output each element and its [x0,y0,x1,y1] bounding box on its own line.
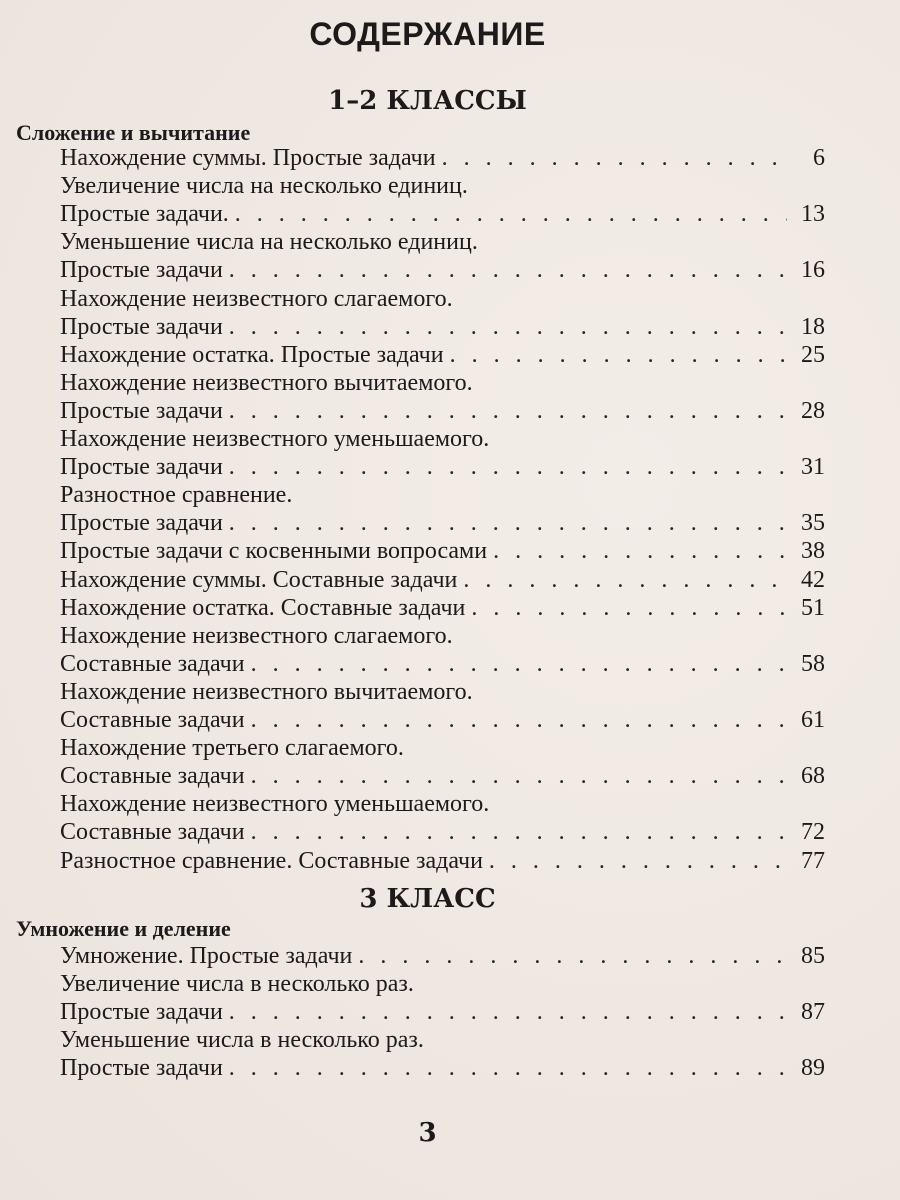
toc-entry-title: Простые задачи [60,510,223,537]
dot-leader [229,1054,787,1082]
toc-entry-title: Простые задачи [60,454,223,480]
dot-leader [463,566,787,594]
toc-entry [60,847,825,875]
dot-leader [489,847,787,875]
toc-entry-page-number: 35 [801,510,825,537]
toc-entry-page-number: 77 [801,847,825,874]
toc-entry [60,942,825,970]
toc-entry-page-number: 58 [801,650,825,677]
toc-entry-leader-line [60,453,825,481]
toc-entry-line: Разностное сравнение. [60,482,293,509]
toc-entry-page-number: 6 [813,145,825,171]
toc-entry [60,341,825,369]
toc-entry-title: Составные задачи [60,650,245,677]
toc-entry-title: Простые задачи [60,257,223,284]
toc-entry-page-number: 89 [801,1055,825,1082]
toc-entry-page-number: 51 [801,594,825,621]
toc-entry [60,678,825,734]
toc-entry-leader-line [60,942,825,970]
dot-leader [251,762,787,790]
toc-entry-leader-line [60,256,825,284]
toc-entry-title: Простые задачи [60,999,223,1026]
toc-entry [60,622,825,678]
toc-entry-line: Нахождение неизвестного вычитаемого. [60,678,473,705]
toc-entry-leader-line [60,341,825,369]
toc-entry-title: Составные задачи [60,763,245,790]
toc-entry-line: Уменьшение числа в несколько раз. [60,1027,424,1054]
toc-entry-page-number: 25 [801,341,825,368]
toc-entry-page-number: 16 [801,257,825,284]
toc-entry-page-number: 31 [801,454,825,480]
toc-entry [60,285,825,341]
dot-leader [229,998,787,1026]
toc-entry [60,1026,825,1082]
dot-leader [493,537,787,565]
dot-leader [471,594,787,622]
dot-leader [251,818,787,846]
toc-entry-leader-line [60,818,825,846]
toc-entry-title: Простые задачи [60,397,223,424]
toc-entry-page-number: 85 [801,943,825,969]
dot-leader [229,397,787,425]
toc-entry-line: Увеличение числа на несколько единиц. [60,173,468,200]
toc-entry-line: Нахождение неизвестного уменьшаемого. [60,791,490,818]
toc-entry-leader-line [60,706,825,734]
toc-entry-title: Простые задачи. [60,201,229,228]
dot-leader [442,144,787,172]
toc-entry [60,537,825,565]
toc-entry-line: Нахождение неизвестного уменьшаемого. [60,426,490,452]
toc-entry [60,228,825,284]
toc-entry-line: Нахождение третьего слагаемого. [60,735,404,762]
toc-entry [60,970,825,1026]
toc-entry-page-number: 28 [801,397,825,424]
dot-leader [229,313,787,341]
dot-leader [229,509,787,537]
toc-entry-page-number: 61 [801,706,825,733]
toc-entry-leader-line [60,1054,825,1082]
toc-entry [60,425,825,481]
toc-entry-title: Составные задачи [60,819,245,846]
toc-entry-title: Нахождение остатка. Составные задачи [60,594,466,621]
dot-leader [229,256,787,284]
subsection-addition-subtraction: Сложение и вычитание [16,120,251,145]
toc-entry-line: Нахождение неизвестного слагаемого. [60,285,453,312]
toc-entry-leader-line [60,397,825,425]
toc-entry-page-number: 72 [801,819,825,846]
toc-entry-leader-line [60,537,825,565]
toc-entry-page-number: 13 [801,201,825,228]
page-title: СОДЕРЖАНИЕ [309,16,546,52]
toc-entry-title: Простые задачи [60,313,223,340]
toc-entry-leader-line [60,313,825,341]
toc-entry [60,144,825,172]
toc-entry [60,594,825,622]
toc-entry [60,369,825,425]
toc-entry [60,790,825,846]
dot-leader [450,341,787,369]
toc-entry [60,172,825,228]
toc-entry-page-number: 87 [801,999,825,1026]
toc-entry-leader-line [60,650,825,678]
toc-entry-line: Нахождение неизвестного вычитаемого. [60,369,473,396]
toc-entry-leader-line [60,847,825,875]
toc-entry-leader-line [60,762,825,790]
toc-entry [60,734,825,790]
toc-entry-page-number: 68 [801,763,825,790]
dot-leader [358,942,787,970]
toc-entry-title: Разностное сравнение. Составные задачи [60,847,483,874]
dot-leader [235,200,787,228]
toc-entry-title: Умножение. Простые задачи [60,943,353,969]
toc-entry-line: Увеличение числа в несколько раз. [60,971,414,998]
section-title-grades-1-2: 1–2 КЛАССЫ [328,86,527,116]
toc-entry [60,566,825,594]
toc-entry-leader-line [60,509,825,537]
toc-entry-page-number: 42 [801,566,825,593]
dot-leader [229,453,787,481]
subsection-multiplication-division: Умножение и деление [16,916,231,941]
toc-entry-title: Нахождение остатка. Простые задачи [60,341,444,368]
toc-entry-line: Уменьшение числа на несколько единиц. [60,229,478,256]
toc-entry-line: Нахождение неизвестного слагаемого. [60,622,453,649]
toc-entry-leader-line [60,566,825,594]
toc-entry-title: Простые задачи с косвенными вопросами [60,538,488,565]
toc-entry-title: Нахождение суммы. Простые задачи [60,145,436,171]
page-number: 3 [418,1118,437,1148]
toc-entry-title: Составные задачи [60,706,245,733]
dot-leader [251,706,787,734]
toc-entry-page-number: 18 [801,313,825,340]
toc-entry-page-number: 38 [801,538,825,565]
section-title-grade-3: 3 КЛАСС [359,884,496,914]
toc-entry-leader-line [60,144,825,172]
toc-entry [60,481,825,537]
toc-entry-leader-line [60,200,825,228]
toc-entry-title: Простые задачи [60,1055,223,1082]
toc-entry-leader-line [60,594,825,622]
toc-entry-title: Нахождение суммы. Составные задачи [60,566,458,593]
dot-leader [251,650,787,678]
toc-entry-leader-line [60,998,825,1026]
